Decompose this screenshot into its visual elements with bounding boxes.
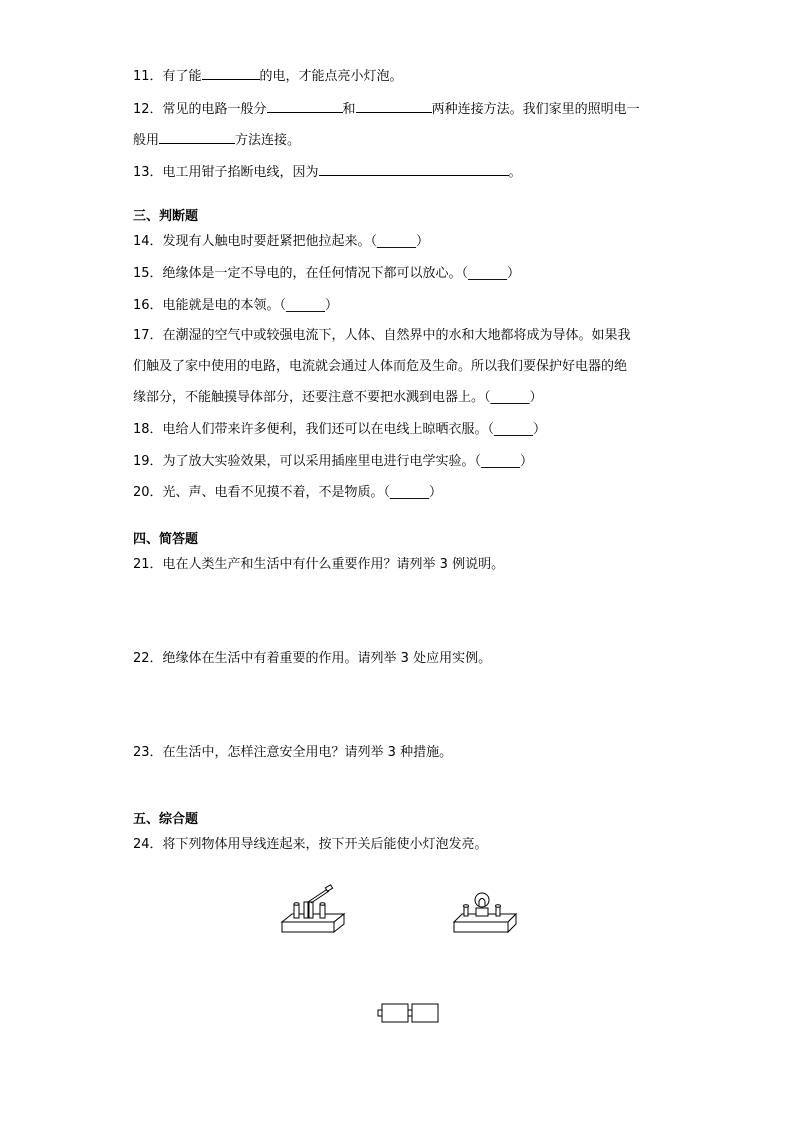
question-24: 24．将下列物体用导线连起来，按下开关后能使小灯泡发亮。 [133, 837, 488, 852]
q12-blank-3[interactable] [159, 130, 235, 144]
q13-text-a: 13．电工用钳子掐断电线，因为 [133, 165, 319, 180]
question-17-line2: 们触及了家中使用的电路，电流就会通过人体而危及生命。所以我们要保护好电器的绝 [133, 359, 628, 374]
q12-blank-2[interactable] [356, 99, 432, 113]
knife-switch-icon [274, 882, 354, 942]
q11-blank[interactable] [202, 66, 260, 80]
question-13 [133, 162, 522, 182]
question-15: 15．绝缘体是一定不导电的，在任何情况下都可以放心。（______） [133, 266, 521, 281]
question-21: 21．电在人类生产和生活中有什么重要作用？请列举 3 例说明。 [133, 557, 505, 572]
q12-text-c: 两种连接方法。我们家里的照明电一 [431, 102, 640, 117]
q12-blank-1[interactable] [267, 99, 343, 113]
question-23: 23．在生活中，怎样注意安全用电？请列举 3 种措施。 [133, 745, 453, 760]
question-17-line3: 缘部分，不能触摸导体部分，还要注意不要把水溅到电器上。（______） [133, 390, 543, 405]
section-5-title: 五、综合题 [133, 812, 199, 827]
question-18: 18．电给人们带来许多便利，我们还可以在电线上晾晒衣服。（______） [133, 422, 547, 437]
question-17-line1: 17．在潮湿的空气中或较强电流下，人体、自然界中的水和大地都将成为导体。如果我 [133, 328, 631, 343]
question-16: 16．电能就是电的本领。（______） [133, 298, 339, 313]
q11-text-a: 11．有了能 [133, 69, 202, 84]
section-3-title: 三、判断题 [133, 209, 199, 224]
question-20: 20．光、声、电看不见摸不着，不是物质。（______） [133, 485, 443, 500]
q11-text-b: 的电，才能点亮小灯泡。 [259, 69, 403, 84]
question-19: 19．为了放大实验效果，可以采用插座里电进行电学实验。（______） [133, 454, 534, 469]
question-11 [133, 66, 403, 86]
q12-text-b: 和 [342, 102, 356, 117]
q12-text-a: 12．常见的电路一般分 [133, 102, 267, 117]
question-22: 22．绝缘体在生活中有着重要的作用。请列举 3 处应用实例。 [133, 651, 492, 666]
bulb-holder-icon [450, 886, 520, 940]
question-12-line2 [133, 130, 300, 150]
question-12-line1 [133, 99, 640, 119]
battery-pair-icon [376, 1000, 442, 1026]
q13-text-b: 。 [508, 165, 522, 180]
q13-blank[interactable] [319, 162, 509, 176]
q12-text-e: 方法连接。 [235, 133, 301, 148]
section-4-title: 四、简答题 [133, 532, 199, 547]
q12-text-d: 般用 [133, 133, 160, 148]
question-14: 14．发现有人触电时要赶紧把他拉起来。（______） [133, 234, 430, 249]
